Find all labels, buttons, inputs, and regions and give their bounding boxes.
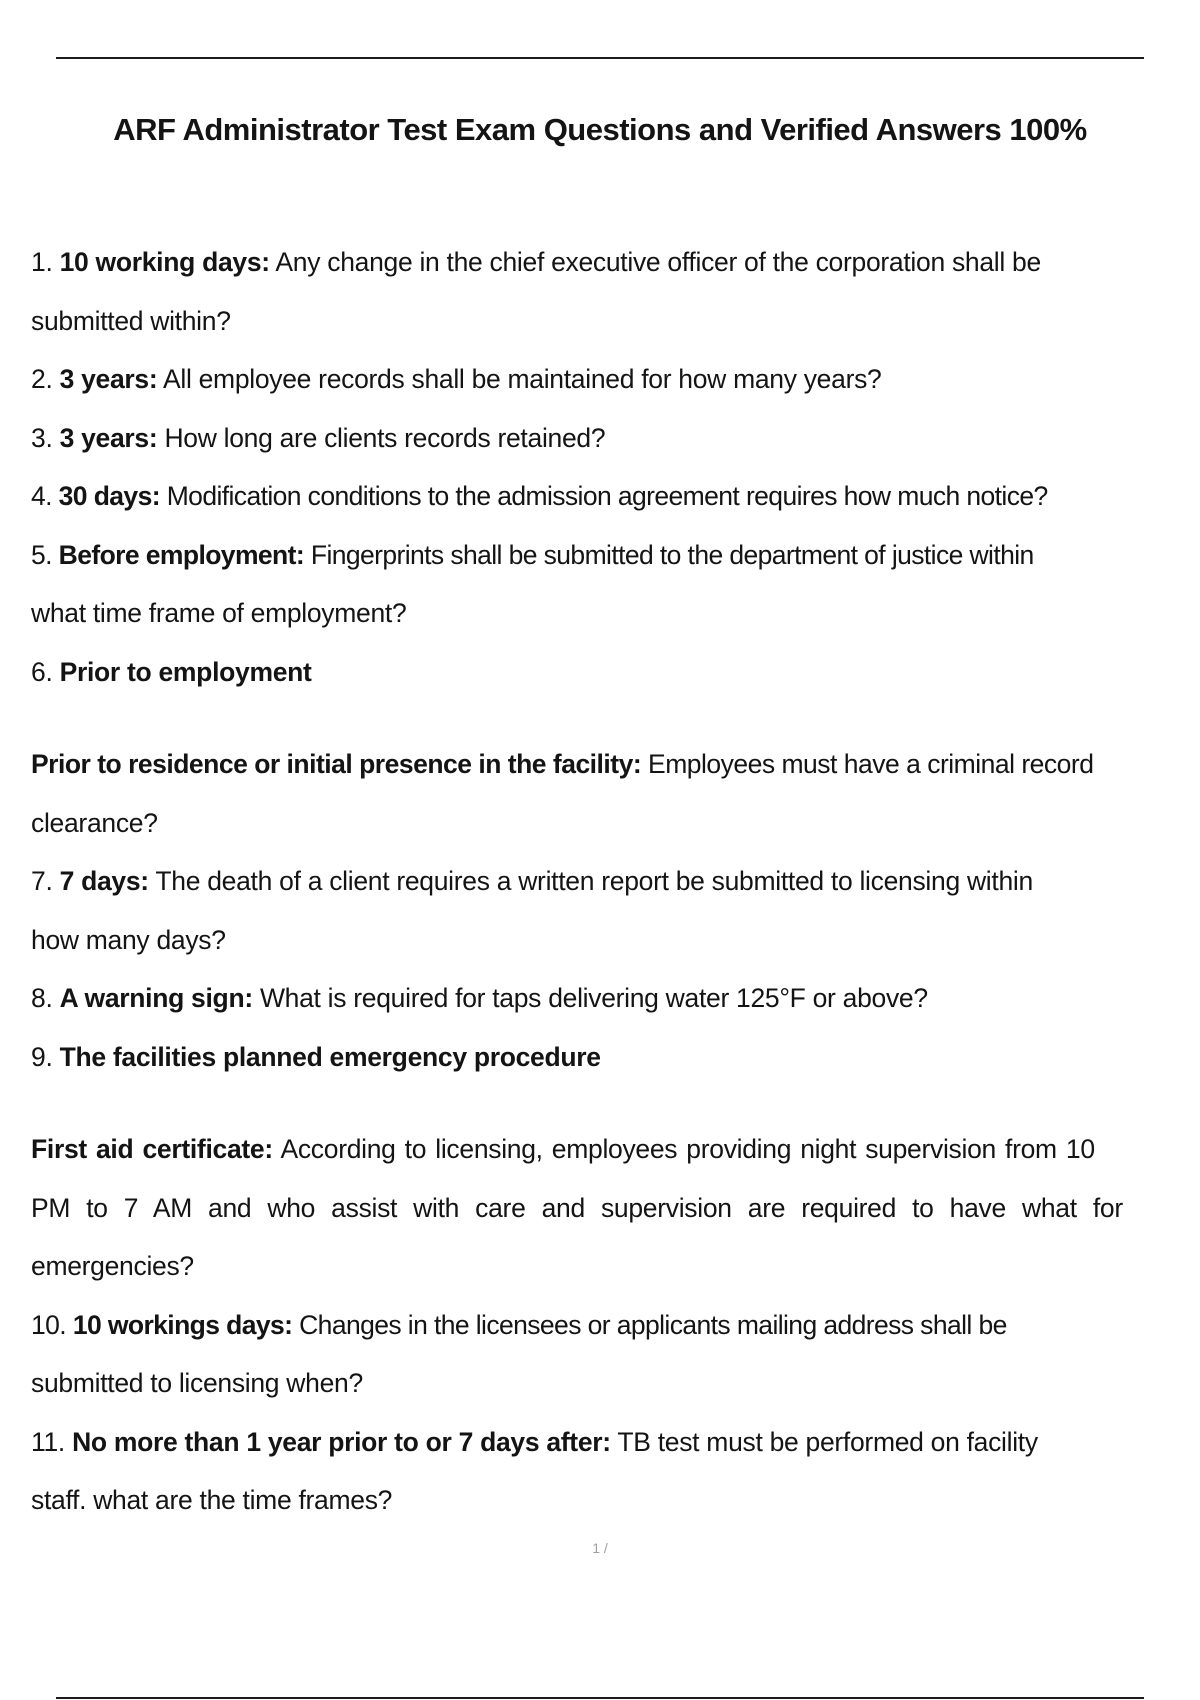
list-item-continuation: clearance?: [31, 807, 158, 838]
list-item: 6. Prior to employment: [31, 656, 312, 687]
list-item-continuation: staff. what are the time frames?: [31, 1485, 393, 1515]
answer: Prior to employment: [59, 656, 312, 687]
list-item: 3. 3 years: How long are clients records retained?: [31, 422, 606, 453]
list-item: 10. 10 workings days: Changes in the licensees or applicants mailing address shall be: [31, 1309, 1007, 1340]
question: According to licensing, employees providing night supervision from 10: [280, 1134, 1095, 1164]
answer: The facilities planned emergency procedure: [59, 1041, 601, 1072]
list-item: 2. 3 years: All employee records shall be maintained for how many years?: [31, 364, 882, 394]
page-number: 1 /: [592, 1540, 608, 1556]
answer: No more than 1 year prior to or 7 days after:: [72, 1426, 611, 1457]
question: All employee records shall be maintained for how many years?: [163, 364, 882, 394]
answer: Before employment:: [58, 539, 305, 570]
spacer: [31, 701, 1200, 735]
list-item-continuation: what time frame of employment?: [31, 598, 407, 628]
answer: 3 years:: [59, 364, 158, 394]
list-item: 1. 10 working days: Any change in the chief executive officer of the corporation shall be: [31, 247, 1041, 277]
list-item: 4. 30 days: Modification conditions to the admission agreement requires how much notice?: [31, 481, 1048, 511]
answer: 30 days:: [58, 481, 160, 511]
question: What is required for taps delivering water 125°F or above?: [259, 983, 928, 1013]
document-title: ARF Administrator Test Exam Questions and Verified Answers 100%: [113, 112, 1087, 147]
list-item-continuation: how many days?: [31, 924, 226, 955]
question: TB test must be performed on facility: [617, 1426, 1038, 1457]
spacer: [31, 1086, 1200, 1120]
answer: A warning sign:: [59, 983, 253, 1013]
answer: 3 years:: [59, 422, 158, 453]
answer: Prior to residence or initial presence in the facility:: [31, 749, 642, 779]
answer: 10 workings days:: [72, 1309, 293, 1340]
question: How long are clients records retained?: [164, 422, 606, 453]
answer: 10 working days:: [59, 247, 270, 277]
question: The death of a client requires a written report be submitted to licensing within: [155, 866, 1033, 896]
list-item: [31, 1120, 1200, 1179]
list-item: 7. 7 days: The death of a client requires a written report be submitted to licensing within: [31, 866, 1033, 896]
question: Fingerprints shall be submitted to the department of justice within: [310, 539, 1034, 570]
bottom-rule: [56, 1697, 1144, 1699]
list-item-continuation: emergencies?: [31, 1251, 194, 1281]
list-item: 8. A warning sign: What is required for taps delivering water 125°F or above?: [31, 983, 928, 1013]
list-item-continuation: submitted to licensing when?: [31, 1368, 363, 1398]
list-item: [31, 735, 1200, 794]
list-item: 5. Before employment: Fingerprints shall be submitted to the department of justice within: [31, 539, 1034, 570]
question: Employees must have a criminal record: [648, 749, 1094, 779]
question: Changes in the licensees or applicants mailing address shall be: [299, 1309, 1007, 1340]
list-item: 11. No more than 1 year prior to or 7 days after: TB test must be performed on facility: [31, 1426, 1038, 1457]
list-item-continuation: PM to 7 AM and who assist with care and supervision are required to have what for: [31, 1192, 1123, 1223]
answer: 7 days:: [59, 866, 149, 896]
list-item-continuation: submitted within?: [31, 305, 231, 336]
top-rule: [56, 57, 1144, 59]
answer: First aid certificate:: [31, 1134, 273, 1164]
question-list: [31, 233, 1200, 1530]
question: Any change in the chief executive officer of the corporation shall be: [275, 247, 1041, 277]
list-item: 9. The facilities planned emergency procedure: [31, 1041, 601, 1072]
question: Modification conditions to the admission agreement requires how much notice?: [166, 481, 1048, 511]
